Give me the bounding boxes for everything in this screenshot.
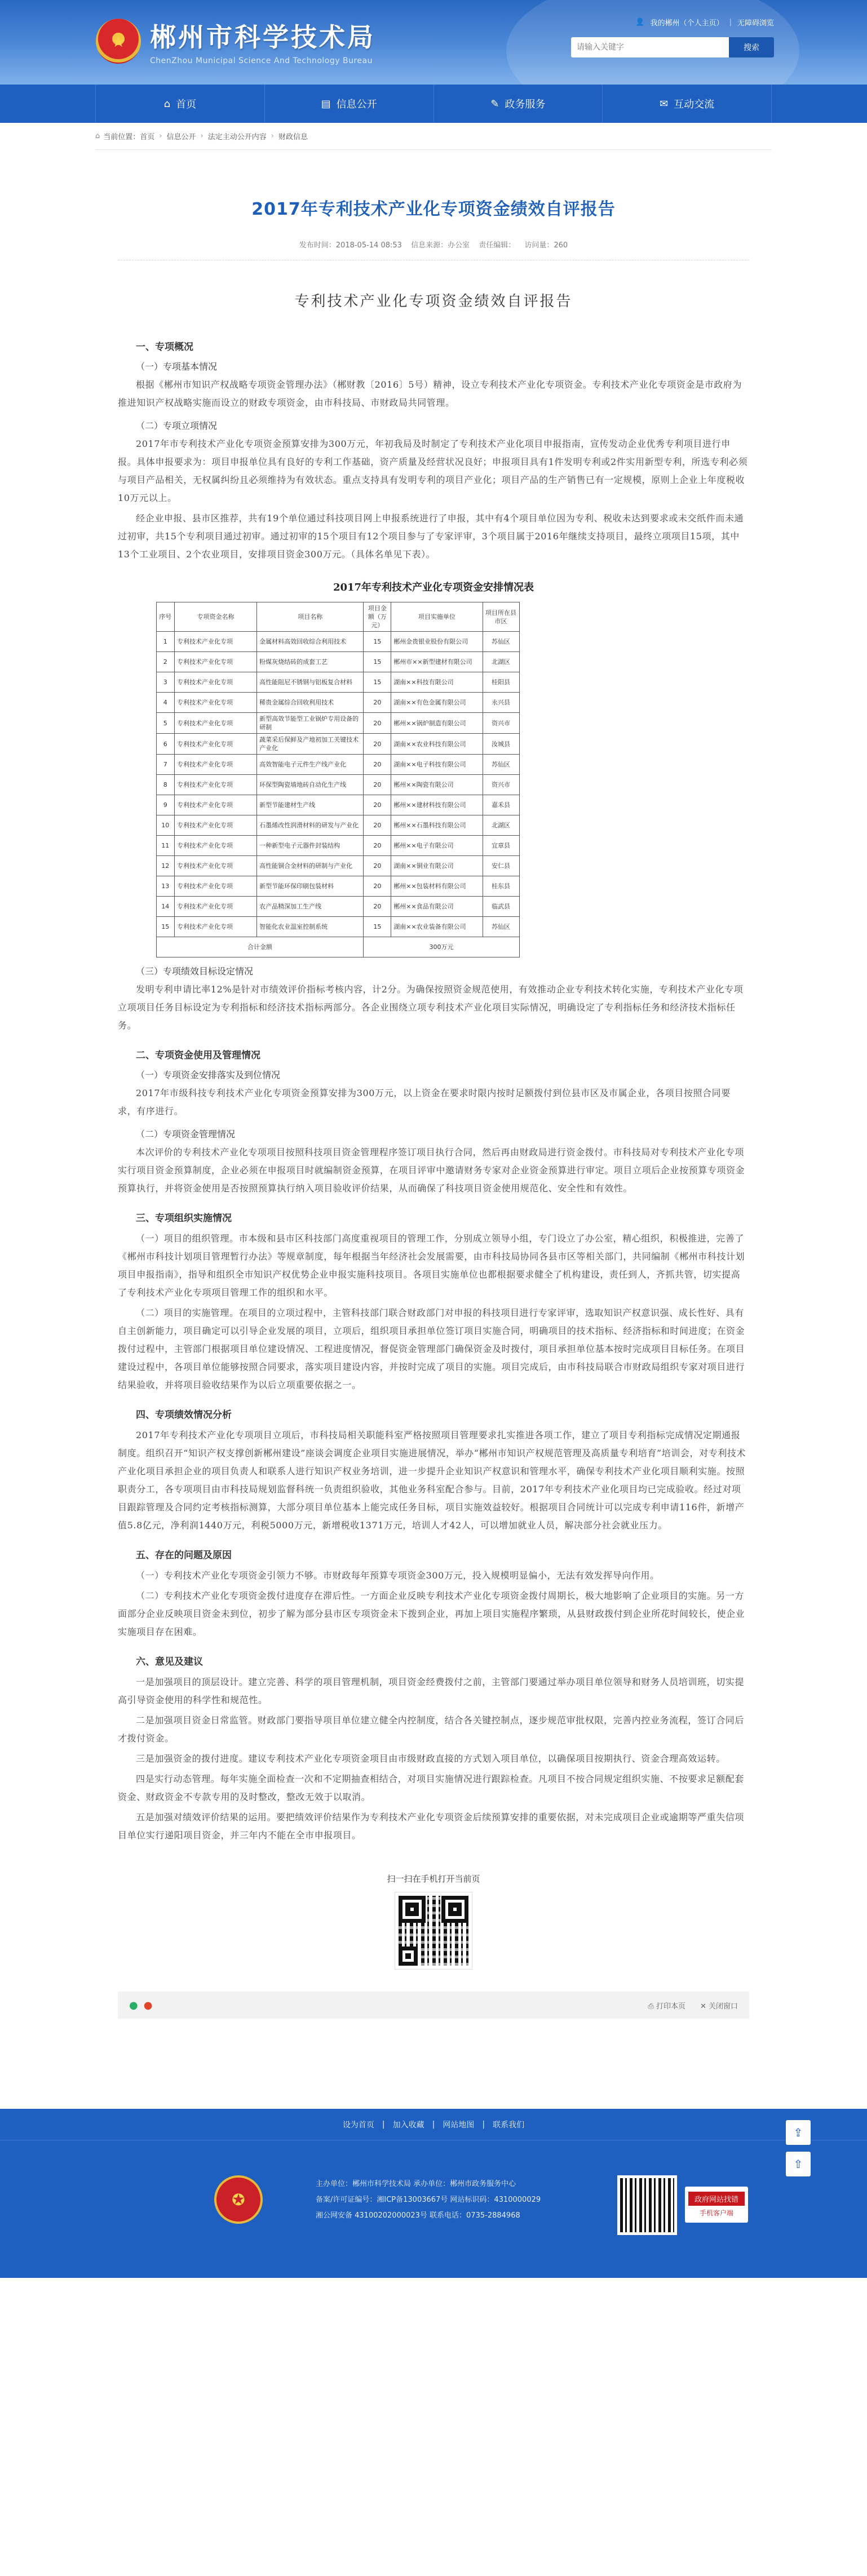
weibo-share-icon[interactable]: ● xyxy=(143,1999,153,2011)
section-heading: 六、意见及建议 xyxy=(136,1656,203,1668)
table-cell: 6 xyxy=(156,734,174,755)
chat-icon: ✉ xyxy=(660,97,669,110)
subsection-heading: （三）专项绩效目标设定情况 xyxy=(136,966,254,977)
print-button[interactable]: ⎙ 打印本页 xyxy=(648,2002,685,2011)
table-cell: 郴州××石墨科技有限公司 xyxy=(391,815,483,836)
footer-link-homepage[interactable]: 设为首页 xyxy=(342,2120,374,2130)
table-cell: 专利技术产业化专项 xyxy=(174,693,256,713)
table-row xyxy=(156,795,519,815)
national-emblem-icon: ★ xyxy=(96,19,141,64)
paragraph: 二是加强项目资金日常监管。财政部门要指导项目单位建立健全内控制度，结合各关键控制点，逐步规范审批权限，完善内控业务流程，签订合同后才拨付资金。 xyxy=(118,1715,745,1744)
table-row xyxy=(156,917,519,937)
location-icon: ⌂ xyxy=(95,132,100,140)
table-cell: 15 xyxy=(364,672,391,693)
nav-item-label: 信息公开 xyxy=(336,99,377,110)
nav-item-interaction[interactable] xyxy=(603,85,772,123)
table-cell: 专利技术产业化专项 xyxy=(174,917,256,937)
article-body xyxy=(118,339,749,1845)
table-cell: 20 xyxy=(364,734,391,755)
table-cell: 宜章县 xyxy=(483,836,519,856)
table-cell: 13 xyxy=(156,876,174,897)
table-cell: 15 xyxy=(364,652,391,672)
table-cell: 专利技术产业化专项 xyxy=(174,713,256,734)
paragraph: 根据《郴州市知识产权战略专项资金管理办法》（郴财教〔2016〕5号）精神，设立专利技术产业化专项资金。专利技术产业化专项资金是市政府为推进知识产权战略实施而设立的财政专项资金，由市科技局、市财政局共同管理。 xyxy=(118,379,742,408)
paragraph: （二）项目的实施管理。在项目的立项过程中，主管科技部门联合财政部门对申报的科技项目进行专家评审，选取知识产权意识强、成长性好、具有自主创新能力，项目确定可以引导企业发展的项目，立项后，组织项目承担单位签订项目实施合同，明确项目的技术指标、经济指标和时间进度；在资金拨付过程中，主管部门根据项目单位建设情况、工程进度情况，督促资金管理部门确保资金及时拨付，项目承担单位基本按时完成项目目标任务。在项目建设过程中，各项目单位能够按照合同要求，落实项目建设内容，并按时完成了项目的实施。项目完成后，由市科技局联合市财政局组织专家对项目进行结果验收，并将项目验收结果作为以后立项重要依据之一。 xyxy=(118,1307,745,1390)
paragraph: 本次评价的专利技术产业化专项项目按照科技项目资金管理程序签订项目执行合同，然后再由财政局进行资金拨付。市科技局对专利技术产业化专项实行项目资金预算制度，企业必须在申报项目时就编制资金预算，在项目评审中邀请财务专家对企业资金预算进行审定。项目立项后企业按预算专项资金预算执行，并将资金使用是否按照预算执行纳入项目验收评价结果，从而确保了科技项目资金使用规范化、安全性和有效性。 xyxy=(118,1147,745,1194)
section-heading: 三、专项组织实施情况 xyxy=(136,1213,232,1224)
table-cell: 20 xyxy=(364,755,391,775)
close-label: 关闭窗口 xyxy=(708,2002,738,2011)
funding-table xyxy=(156,602,520,957)
section-heading: 二、专项资金使用及管理情况 xyxy=(136,1050,260,1061)
table-cell: 专利技术产业化专项 xyxy=(174,836,256,856)
paragraph: （二）专利技术产业化专项资金拨付进度存在滞后性。一方面企业反映专利技术产业化专项资金拨付周期长，极大地影响了企业项目的实施。另一方面部分企业反映项目资金未到位，初步了解为部分县市区专项资金未下拨到企业，再加上项目实施程序繁琐，从县财政拨付到企业所花时间较长，使企业实施项目存在困难。 xyxy=(118,1590,745,1637)
table-cell: 金属材料高效回收综合利用技术 xyxy=(257,632,364,652)
table-cell: 石墨烯改性润滑材料的研发与产业化 xyxy=(257,815,364,836)
col-header: 项目金额（万元） xyxy=(364,602,391,632)
table-cell: 2 xyxy=(156,652,174,672)
table-header-row xyxy=(156,602,519,632)
table-cell: 专利技术产业化专项 xyxy=(174,734,256,755)
total-value: 300万元 xyxy=(364,937,519,957)
table-cell: 4 xyxy=(156,693,174,713)
table-row xyxy=(156,734,519,755)
table-row xyxy=(156,815,519,836)
error-report-badge[interactable] xyxy=(685,2187,748,2223)
table-cell: 郴州××食品有限公司 xyxy=(391,897,483,917)
table-cell: 郴州市××新型建材有限公司 xyxy=(391,652,483,672)
site-name-cn: 郴州市科学技术局 xyxy=(150,22,375,52)
article-subtitle: 专利技术产业化专项资金绩效自评报告 xyxy=(294,293,573,310)
total-label: 合计金额 xyxy=(156,937,364,957)
table-cell: 安仁县 xyxy=(483,856,519,876)
table-cell: 湖南××农业装备有限公司 xyxy=(391,917,483,937)
table-cell: 高性能阻尼不锈钢与铝板复合材料 xyxy=(257,672,364,693)
table-row xyxy=(156,856,519,876)
table-cell: 临武县 xyxy=(483,897,519,917)
table-cell: 嘉禾县 xyxy=(483,795,519,815)
accessibility-link[interactable]: 无障碍浏览 xyxy=(737,19,774,28)
chevron-right-icon: › xyxy=(271,132,274,140)
table-total-row xyxy=(156,937,519,957)
paragraph: 经企业申报、县市区推荐，共有19个单位通过科技项目网上申报系统进行了申报，其中有4个项目单位因为专利、税收未达到要求或未交纸件而未通过初审，共15个专利项目通过初审。通过初审的15个项目有12个项目参与了专家评审，3个项目属于2016年继续支持项目，最终立项项目15项，其中13个工业项目、2个农业项目，安排项目资金300万元。（具体名单见下表）。 xyxy=(118,513,744,560)
divider: | xyxy=(432,2120,435,2129)
table-cell: 新型节能建材生产线 xyxy=(257,795,364,815)
paragraph: 2017年专利技术产业化专项项目立项后，市科技局相关职能科室严格按照项目管理要求扎实推进各项工作，建立了项目专利指标完成情况定期通报制度。组织召开“知识产权支撑创新郴州建设”座谈会调度企业项目实施进展情况，举办“郴州市知识产权规范管理及高质量专利培育”培训会，对专利技术产业化项目承担企业的项目负责人和联系人进行知识产权业务培训，进一步提升企业知识产权意识和管理水平，确保专利技术产业化项目顺利实施。按照职责分工，各专项项目由市科技局规划监督科统一负责组织验收，其他业务科室配合参与。目前，2017年专利技术产业化项目均已完成验收。经过对项目跟踪管理及合同约定考核指标测算，大部分项目单位基本上能完成任务目标，项目实施效益较好。根据项目合同统计可以完成专利申请116件，新增产值5.8亿元，净利润1440万元，利税5000万元，新增税收1371万元，培训人才42人，可以增加就业人员，解决部分社会就业压力。 xyxy=(118,1430,746,1531)
table-cell: 郴州××建材科技有限公司 xyxy=(391,795,483,815)
share-icon[interactable]: ⇪ xyxy=(786,2120,811,2145)
table-cell: 粉煤灰烧结砖的成套工艺 xyxy=(257,652,364,672)
subsection-heading: （二）专项资金管理情况 xyxy=(136,1129,236,1140)
table-cell: 20 xyxy=(364,775,391,795)
table-row xyxy=(156,775,519,795)
paragraph: 五是加强对绩效评价结果的运用。要把绩效评价结果作为专利技术产业化专项资金后续预算安排的重要依据，对未完成项目企业或逾期等严重失信项目单位实行递阳项目资金，并三年内不能在全市申报项目。 xyxy=(118,1812,745,1841)
footer-link-favorite[interactable]: 加入收藏 xyxy=(392,2120,424,2130)
site-footer xyxy=(0,2109,867,2278)
share-bar xyxy=(118,1992,749,2019)
search-box xyxy=(571,37,774,57)
table-cell: 专利技术产业化专项 xyxy=(174,876,256,897)
paragraph: 四是实行动态管理。每年实施全面检查一次和不定期抽查相结合，对项目实施情况进行跟踪检查。凡项目不按合同规定组织实施、不按要求足额配套资金、财政资金不专款专用的及时整改，整改无效于以取消。 xyxy=(118,1774,745,1802)
table-cell: 资兴市 xyxy=(483,713,519,734)
table-cell: 新型高效节能型工业锅炉专用设备的研制 xyxy=(257,713,364,734)
col-header: 序号 xyxy=(156,602,174,632)
divider: | xyxy=(382,2120,385,2129)
table-cell: 桂东县 xyxy=(483,876,519,897)
page-qr-code xyxy=(395,1892,472,1969)
table-cell: 一种新型电子元器件封装结构 xyxy=(257,836,364,856)
table-title: 2017年专利技术产业化专项资金安排情况表 xyxy=(333,582,534,593)
table-row xyxy=(156,713,519,734)
table-cell: 郴州××电子有限公司 xyxy=(391,836,483,856)
badge-top: 政府网站找错 xyxy=(688,2192,745,2206)
close-window-button[interactable]: ✕ 关闭窗口 xyxy=(700,2002,738,2011)
table-cell: 高效智能电子元件生产线产业化 xyxy=(257,755,364,775)
table-cell: 20 xyxy=(364,856,391,876)
section-heading: 一、专项概况 xyxy=(136,342,193,353)
print-label: 打印本页 xyxy=(656,2002,685,2011)
table-row xyxy=(156,652,519,672)
breadcrumb xyxy=(95,123,772,150)
nav-item-home[interactable] xyxy=(95,85,265,123)
table-cell: 20 xyxy=(364,713,391,734)
footer-police: 湘公网安备 43100202000023号 联系电话：0735-2884968 xyxy=(316,2211,520,2220)
table-cell: 20 xyxy=(364,836,391,856)
nav-item-gov-service[interactable] xyxy=(434,85,603,123)
table-cell: 苏仙区 xyxy=(483,632,519,652)
table-row xyxy=(156,693,519,713)
col-header: 项目所在县市区 xyxy=(483,602,519,632)
table-cell: 20 xyxy=(364,897,391,917)
mobile-qr-block xyxy=(118,1873,749,1969)
publish-time: 发布时间：2018-05-14 08:53 xyxy=(299,241,402,250)
table-cell: 苏仙区 xyxy=(483,755,519,775)
subsection-heading: （二）专项立项情况 xyxy=(136,420,218,431)
table-row xyxy=(156,672,519,693)
table-cell: 专利技术产业化专项 xyxy=(174,775,256,795)
home-icon: ⌂ xyxy=(163,97,171,110)
service-icon: ✎ xyxy=(490,97,499,110)
table-row xyxy=(156,876,519,897)
table-cell: 20 xyxy=(364,876,391,897)
table-cell: 郴州××锅炉制造有限公司 xyxy=(391,713,483,734)
divider: | xyxy=(729,18,732,26)
site-logo[interactable] xyxy=(96,17,375,65)
search-input[interactable] xyxy=(571,37,729,57)
col-header: 专项资金名称 xyxy=(174,602,256,632)
main-nav xyxy=(0,85,867,123)
nav-item-info-public[interactable] xyxy=(265,85,434,123)
party-gov-emblem-icon[interactable]: ✪ xyxy=(214,2175,263,2224)
table-cell: 专利技术产业化专项 xyxy=(174,815,256,836)
view-count: 访问量：260 xyxy=(524,241,568,250)
table-cell: 蔬菜采后保鲜及产地初加工关键技术产业化 xyxy=(257,734,364,755)
table-cell: 智能化农业温室控制系统 xyxy=(257,917,364,937)
section-heading: 五、存在的问题及原因 xyxy=(136,1550,232,1561)
top-links xyxy=(635,17,774,28)
paragraph: （一）项目的组织管理。市本级和县市区科技部门高度重视项目的管理工作，分别成立领导小组，专门设立了办公室，精心组织，积极推进，完善了《郴州市科技计划项目管理暂行办法》等规章制度，每年根据当年经济社会发展需要，由市科技局协同各县市区等相关部门，共同编制《郴州市科技计划项目申报指南》，指导和组织全市知识产权优势企业申报实施科技项目。各项目实施单位也都根据要求健全了机构建设，责任到人，齐抓共管，切实提高了专利技术产业化专项项目管理工作的组织和水平。 xyxy=(118,1233,745,1298)
table-cell: 郴州××包装材料有限公司 xyxy=(391,876,483,897)
article-title: 2017年专利技术产业化专项资金绩效自评报告 xyxy=(251,199,616,219)
table-cell: 北湖区 xyxy=(483,652,519,672)
table-cell: 20 xyxy=(364,795,391,815)
table-cell: 8 xyxy=(156,775,174,795)
search-button[interactable]: 搜索 xyxy=(729,37,774,57)
table-cell: 1 xyxy=(156,632,174,652)
table-cell: 苏仙区 xyxy=(483,917,519,937)
breadcrumb-prefix: 当前位置： xyxy=(103,133,140,141)
table-cell: 专利技术产业化专项 xyxy=(174,632,256,652)
breadcrumb-item-home[interactable]: 首页 xyxy=(140,133,155,141)
table-cell: 北湖区 xyxy=(483,815,519,836)
breadcrumb-item-finance[interactable]: 财政信息 xyxy=(278,133,308,141)
table-cell: 专利技术产业化专项 xyxy=(174,755,256,775)
section-heading: 四、专项绩效情况分析 xyxy=(136,1409,232,1421)
table-cell: 湖南××农业科技有限公司 xyxy=(391,734,483,755)
paragraph: 2017年市级科技专利技术产业化专项资金预算安排为300万元，以上资金在要求时限内按时足额拨付到位县市区及市属企业，各项目按照合同要求，有序进行。 xyxy=(118,1088,731,1116)
table-cell: 永兴县 xyxy=(483,693,519,713)
table-cell: 农产品精深加工生产线 xyxy=(257,897,364,917)
table-cell: 环保型陶瓷墙地砖自动化生产线 xyxy=(257,775,364,795)
table-cell: 15 xyxy=(156,917,174,937)
article xyxy=(95,195,772,2019)
site-header xyxy=(0,0,867,85)
table-cell: 专利技术产业化专项 xyxy=(174,897,256,917)
site-name-en: ChenZhou Municipal Science And Technology Bureau xyxy=(150,56,373,65)
footer-record: 备案/许可证编号：湘ICP备13003667号 网站标识码：4310000029 xyxy=(316,2196,541,2204)
table-cell: 资兴市 xyxy=(483,775,519,795)
nav-item-label: 首页 xyxy=(176,99,197,110)
table-cell: 专利技术产业化专项 xyxy=(174,795,256,815)
footer-host: 主办单位：郴州市科学技术局 承办单位：郴州市政务服务中心 xyxy=(316,2180,516,2188)
table-cell: 15 xyxy=(364,917,391,937)
divider: | xyxy=(482,2120,485,2129)
editor: 责任编辑： xyxy=(479,241,516,250)
breadcrumb-item-legal[interactable]: 法定主动公开内容 xyxy=(207,133,267,141)
table-cell: 汝城县 xyxy=(483,734,519,755)
table-cell: 专利技术产业化专项 xyxy=(174,856,256,876)
footer-links xyxy=(0,2109,867,2140)
paragraph: 一是加强项目的顶层设计。建立完善、科学的项目管理机制，项目资金经费拨付之前，主管部门要通过举办项目单位领导和财务人员培训班，切实提高引导资金使用的科学性和规范性。 xyxy=(118,1677,745,1705)
chevron-right-icon: › xyxy=(200,132,204,140)
user-icon: 👤 xyxy=(635,18,645,26)
table-row xyxy=(156,755,519,775)
col-header: 项目实施单位 xyxy=(391,602,483,632)
table-cell: 湖南××电子科技有限公司 xyxy=(391,755,483,775)
subsection-heading: （一）专项基本情况 xyxy=(136,361,218,372)
table-row xyxy=(156,836,519,856)
paragraph: 三是加强资金的拨付进度。建议专利技术产业化专项资金项目由市级财政直接的方式划入项目单位，以确保项目按期执行、资金合理高效运转。 xyxy=(136,1753,726,1764)
badge-bottom: 手机客户端 xyxy=(699,2209,733,2217)
table-cell: 郴州××陶瓷有限公司 xyxy=(391,775,483,795)
nav-item-label: 互动交流 xyxy=(674,99,715,110)
table-row xyxy=(156,897,519,917)
paragraph: 发明专利申请比率12%是针对市绩效评价指标考核内容，计2分。为确保按照资金规范使用，有效推动企业专利技术转化实施，专利技术产业化专项立项项目任务目标设定为专利指标和经济技术指标两部分。各企业围绕立项专利技术产业化项目实际情况，明确设定了专利指标任务和经济技术指标任务。 xyxy=(118,984,744,1031)
wechat-share-icon[interactable]: ● xyxy=(129,1999,138,2011)
table-cell: 新型节能环保印刷包装材料 xyxy=(257,876,364,897)
table-cell: 14 xyxy=(156,897,174,917)
footer-link-contact[interactable]: 联系我们 xyxy=(493,2120,525,2130)
table-cell: 专利技术产业化专项 xyxy=(174,652,256,672)
col-header: 项目名称 xyxy=(257,602,364,632)
table-cell: 15 xyxy=(364,632,391,652)
table-cell: 20 xyxy=(364,815,391,836)
table-cell: 郴州金贵银业股份有限公司 xyxy=(391,632,483,652)
nav-item-label: 政务服务 xyxy=(505,99,546,110)
table-cell: 11 xyxy=(156,836,174,856)
subsection-heading: （一）专项资金安排落实及到位情况 xyxy=(136,1070,281,1080)
footer-qr-code xyxy=(617,2175,677,2235)
table-cell: 湖南××有色金属有限公司 xyxy=(391,693,483,713)
table-cell: 桂阳县 xyxy=(483,672,519,693)
table-cell: 12 xyxy=(156,856,174,876)
personal-homepage-link[interactable]: 我的郴州（个人主页） xyxy=(650,19,724,28)
back-to-top-icon[interactable]: ⇧ xyxy=(786,2152,811,2176)
chevron-right-icon: › xyxy=(159,132,162,140)
article-meta xyxy=(118,239,749,260)
footer-link-sitemap[interactable]: 网站地图 xyxy=(443,2120,475,2130)
table-cell: 高性能铜合金材料的研制与产业化 xyxy=(257,856,364,876)
table-cell: 3 xyxy=(156,672,174,693)
table-cell: 专利技术产业化专项 xyxy=(174,672,256,693)
table-row xyxy=(156,632,519,652)
footer-info xyxy=(316,2176,541,2224)
paragraph: 2017年市专利技术产业化专项资金预算安排为300万元，年初我局及时制定了专利技术产业化项目申报指南，宣传发动企业优秀专利项目进行申报。具体申报要求为：项目申报单位具有良好的专利工作基础，资产质量及经营状况良好；申报项目具有1件发明专利或2件实用新型专利，所选专利必须与项目产品相关，无权属纠纷且必须维持为有效状态。重点支持具有发明专利的项目产业化；项目产品的生产销售已有一定规模，原则上企业上年度税收10万元以上。 xyxy=(118,438,748,503)
table-cell: 5 xyxy=(156,713,174,734)
table-cell: 稀贵金属综合回收利用技术 xyxy=(257,693,364,713)
table-cell: 湖南××科技有限公司 xyxy=(391,672,483,693)
info-source: 信息来源：办公室 xyxy=(411,241,470,250)
table-cell: 10 xyxy=(156,815,174,836)
paragraph: （一）专利技术产业化专项资金引领力不够。市财政每年预算专项资金300万元，投入规模明显偏小，无法有效发挥导向作用。 xyxy=(136,1570,660,1581)
table-cell: 7 xyxy=(156,755,174,775)
breadcrumb-item-info[interactable]: 信息公开 xyxy=(166,133,196,141)
qr-caption: 扫一扫在手机打开当前页 xyxy=(387,1874,480,1884)
document-icon: ▤ xyxy=(321,97,331,110)
table-cell: 20 xyxy=(364,693,391,713)
table-cell: 湖南××铜业有限公司 xyxy=(391,856,483,876)
table-cell: 9 xyxy=(156,795,174,815)
